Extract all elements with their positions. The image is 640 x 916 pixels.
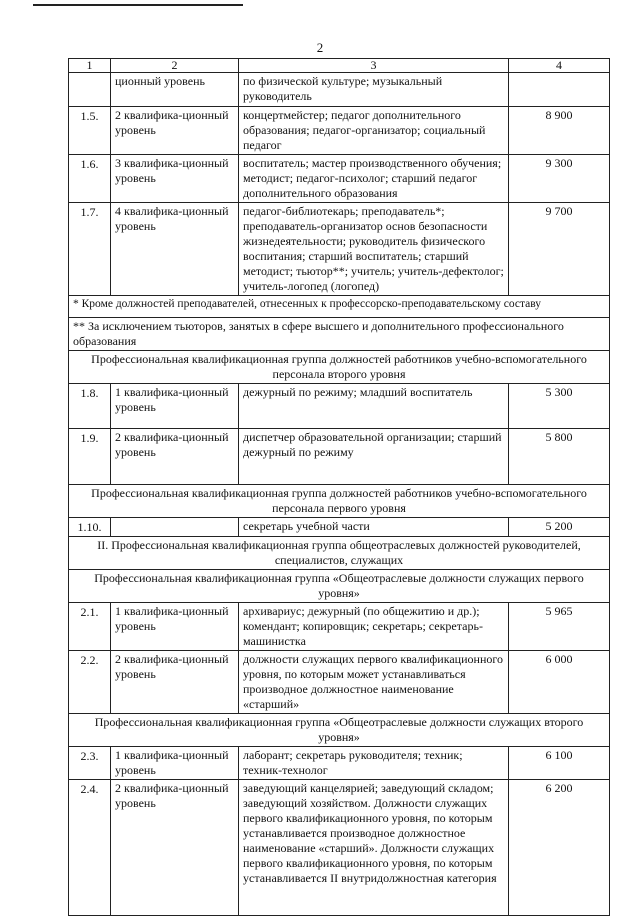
salary: 5 200 — [509, 518, 610, 537]
table-row — [69, 651, 610, 714]
header-cell-3: 3 — [239, 59, 509, 73]
salary: 9 300 — [509, 155, 610, 203]
group-heading: Профессиональная квалификационная группа «Общеотраслевые должности служащих второго уровня» — [69, 714, 610, 747]
salary: 9 700 — [509, 203, 610, 296]
positions: лаборант; секретарь руководителя; техник; техник-технолог — [239, 747, 509, 780]
footnote-row — [69, 318, 610, 351]
row-number: 2.1. — [69, 603, 111, 651]
table-row — [69, 780, 610, 916]
positions: должности служащих первого квалификационного уровня, по которым может устанавливаться производное должностное наименование «старший» — [239, 651, 509, 714]
row-number: 1.9. — [69, 429, 111, 485]
group-header-row — [69, 351, 610, 384]
group-heading: Профессиональная квалификационная группа «Общеотраслевые должности служащих первого уровня» — [69, 570, 610, 603]
row-number: 1.5. — [69, 107, 111, 155]
group-heading: Профессиональная квалификационная группа должностей работников учебно-вспомогательного персонала второго уровня — [69, 351, 610, 384]
top-rule — [33, 4, 243, 6]
qualification-level: 4 квалифика-ционный уровень — [111, 203, 239, 296]
table-row — [69, 384, 610, 429]
table-row — [69, 518, 610, 537]
qualification-level: 2 квалифика-ционный уровень — [111, 651, 239, 714]
salary: 6 200 — [509, 780, 610, 916]
header-cell-4: 4 — [509, 59, 610, 73]
qualification-level: 3 квалифика-ционный уровень — [111, 155, 239, 203]
table-row — [69, 747, 610, 780]
group-heading: Профессиональная квалификационная группа должностей работников учебно-вспомогательного персонала первого уровня — [69, 485, 610, 518]
header-row — [69, 59, 610, 73]
positions: по физической культуре; музыкальный руководитель — [239, 73, 509, 107]
table-row — [69, 73, 610, 107]
row-number: 1.8. — [69, 384, 111, 429]
footnote-teachers: * Кроме должностей преподавателей, отнесенных к профессорско-преподавательскому составу — [69, 296, 610, 318]
qualification-level: 1 квалифика-ционный уровень — [111, 747, 239, 780]
row-number: 2.2. — [69, 651, 111, 714]
positions: секретарь учебной части — [239, 518, 509, 537]
qualification-level: 2 квалифика-ционный уровень — [111, 780, 239, 916]
salary — [509, 73, 610, 107]
salary: 6 100 — [509, 747, 610, 780]
row-number: 2.3. — [69, 747, 111, 780]
positions: диспетчер образовательной организации; старший дежурный по режиму — [239, 429, 509, 485]
table-row — [69, 603, 610, 651]
salary-table — [68, 58, 610, 916]
header-cell-2: 2 — [111, 59, 239, 73]
row-number: 1.6. — [69, 155, 111, 203]
salary: 5 965 — [509, 603, 610, 651]
table-body — [69, 59, 610, 916]
positions: педагог-библиотекарь; преподаватель*; преподаватель-организатор основ безопасности жизнедеятельности; руководитель физического воспитания; старший воспитатель; старший методист; тьютор**; учитель; учитель-дефектолог; учитель-логопед (логопед) — [239, 203, 509, 296]
page-number: 2 — [316, 40, 324, 55]
footnote-row — [69, 296, 610, 318]
section-header-row — [69, 537, 610, 570]
salary: 5 300 — [509, 384, 610, 429]
salary: 5 800 — [509, 429, 610, 485]
section-heading: II. Профессиональная квалификационная группа общеотраслевых должностей руководителей, специалистов, служащих — [69, 537, 610, 570]
qualification-level: 1 квалифика-ционный уровень — [111, 384, 239, 429]
qualification-level: 2 квалифика-ционный уровень — [111, 429, 239, 485]
table-row — [69, 107, 610, 155]
salary: 6 000 — [509, 651, 610, 714]
row-number: 1.7. — [69, 203, 111, 296]
qualification-level: 2 квалифика-ционный уровень — [111, 107, 239, 155]
header-cell-1: 1 — [69, 59, 111, 73]
group-header-row — [69, 570, 610, 603]
table-row — [69, 429, 610, 485]
table-row — [69, 155, 610, 203]
positions: дежурный по режиму; младший воспитатель — [239, 384, 509, 429]
row-number: 2.4. — [69, 780, 111, 916]
positions: концертмейстер; педагог дополнительного образования; педагог-организатор; социальный педагог — [239, 107, 509, 155]
positions: архивариус; дежурный (по общежитию и др.); комендант; копировщик; секретарь; секретарь-машинистка — [239, 603, 509, 651]
positions: заведующий канцелярией; заведующий складом; заведующий хозяйством. Должности служащих первого квалификационного уровня, по которым устанавливается производное должностное наименование «старший». Должности служащих первого квалификационного уровня, по которым устанавливается II внутридолжностная категория — [239, 780, 509, 916]
qualification-level: ционный уровень — [111, 73, 239, 107]
group-header-row — [69, 714, 610, 747]
row-number — [69, 73, 111, 107]
table-row — [69, 203, 610, 296]
group-header-row — [69, 485, 610, 518]
positions: воспитатель; мастер производственного обучения; методист; педагог-психолог; старший педагог дополнительного образования — [239, 155, 509, 203]
qualification-level — [111, 518, 239, 537]
row-number: 1.10. — [69, 518, 111, 537]
salary: 8 900 — [509, 107, 610, 155]
qualification-level: 1 квалифика-ционный уровень — [111, 603, 239, 651]
footnote-tutors: ** За исключением тьюторов, занятых в сфере высшего и дополнительного профессионального образования — [69, 318, 610, 351]
